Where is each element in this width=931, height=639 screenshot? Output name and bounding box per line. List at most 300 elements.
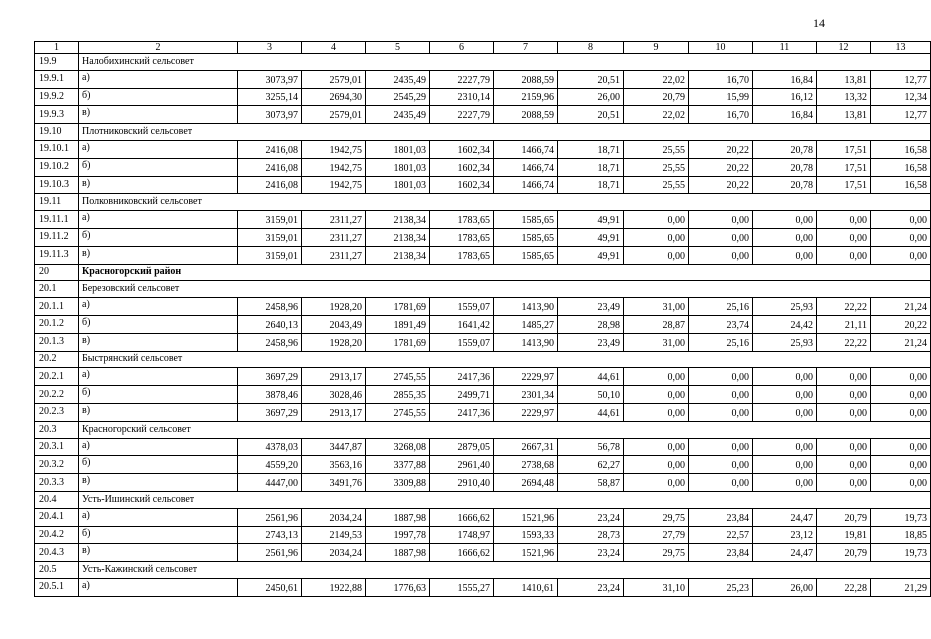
value-cell: 0,00	[817, 438, 871, 456]
value-cell: 0,00	[817, 228, 871, 246]
value-cell: 20,51	[558, 70, 624, 88]
value-cell: 2745,55	[366, 368, 430, 386]
section-row	[35, 194, 931, 211]
district-row	[35, 264, 931, 281]
value-cell: 3159,01	[238, 211, 302, 229]
value-cell: 0,00	[689, 438, 753, 456]
value-cell: 20,78	[753, 176, 817, 194]
value-cell: 2694,48	[494, 474, 558, 492]
value-cell: 4559,20	[238, 456, 302, 474]
value-cell: 22,28	[817, 578, 871, 596]
value-cell: 2301,34	[494, 386, 558, 404]
row-code: 20.1.3	[35, 333, 79, 351]
row-code: 19.11.1	[35, 211, 79, 229]
value-cell: 2311,27	[302, 228, 366, 246]
value-cell: 23,24	[558, 544, 624, 562]
value-cell: 21,24	[871, 333, 931, 351]
section-title: Березовский сельсовет	[79, 281, 931, 298]
row-code: 20.2	[35, 351, 79, 368]
section-row	[35, 54, 931, 71]
section-row	[35, 124, 931, 141]
table-row	[35, 578, 931, 596]
district-title: Красногорский район	[79, 264, 931, 281]
value-cell: 21,11	[817, 315, 871, 333]
section-title: Усть-Ишинский сельсовет	[79, 491, 931, 508]
header-cell: 10	[689, 42, 753, 54]
value-cell: 1942,75	[302, 158, 366, 176]
header-cell: 4	[302, 42, 366, 54]
value-cell: 28,98	[558, 315, 624, 333]
value-cell: 25,55	[624, 158, 689, 176]
row-variant: в)	[79, 544, 238, 562]
value-cell: 26,00	[753, 578, 817, 596]
value-cell: 1585,65	[494, 228, 558, 246]
table-row	[35, 315, 931, 333]
header-cell: 9	[624, 42, 689, 54]
value-cell: 23,49	[558, 298, 624, 316]
value-cell: 2088,59	[494, 106, 558, 124]
value-cell: 1666,62	[430, 508, 494, 526]
value-cell: 1410,61	[494, 578, 558, 596]
value-cell: 25,55	[624, 140, 689, 158]
row-variant: б)	[79, 456, 238, 474]
value-cell: 1466,74	[494, 140, 558, 158]
value-cell: 24,47	[753, 508, 817, 526]
value-cell: 23,49	[558, 333, 624, 351]
table-row	[35, 228, 931, 246]
row-variant: в)	[79, 403, 238, 421]
value-cell: 25,16	[689, 333, 753, 351]
row-variant: б)	[79, 386, 238, 404]
value-cell: 0,00	[753, 211, 817, 229]
value-cell: 2311,27	[302, 211, 366, 229]
row-variant: а)	[79, 211, 238, 229]
value-cell: 2043,49	[302, 315, 366, 333]
value-cell: 17,51	[817, 176, 871, 194]
value-cell: 2545,29	[366, 88, 430, 106]
table-row	[35, 176, 931, 194]
value-cell: 0,00	[624, 246, 689, 264]
value-cell: 1801,03	[366, 176, 430, 194]
header-cell: 13	[871, 42, 931, 54]
table-row	[35, 211, 931, 229]
value-cell: 1466,74	[494, 158, 558, 176]
table-row	[35, 88, 931, 106]
row-variant: а)	[79, 70, 238, 88]
row-code: 19.10.2	[35, 158, 79, 176]
value-cell: 3028,46	[302, 386, 366, 404]
row-variant: в)	[79, 246, 238, 264]
value-cell: 4447,00	[238, 474, 302, 492]
value-cell: 22,22	[817, 298, 871, 316]
value-cell: 2910,40	[430, 474, 494, 492]
table-body	[35, 42, 931, 597]
value-cell: 18,85	[871, 526, 931, 544]
value-cell: 23,84	[689, 508, 753, 526]
value-cell: 1559,07	[430, 333, 494, 351]
value-cell: 2667,31	[494, 438, 558, 456]
value-cell: 25,93	[753, 333, 817, 351]
value-cell: 0,00	[817, 456, 871, 474]
value-cell: 0,00	[817, 474, 871, 492]
value-cell: 21,29	[871, 578, 931, 596]
row-variant: в)	[79, 333, 238, 351]
value-cell: 1922,88	[302, 578, 366, 596]
value-cell: 0,00	[817, 368, 871, 386]
value-cell: 0,00	[871, 456, 931, 474]
value-cell: 0,00	[689, 211, 753, 229]
value-cell: 0,00	[624, 438, 689, 456]
value-cell: 18,71	[558, 176, 624, 194]
value-cell: 20,22	[689, 158, 753, 176]
table-row	[35, 386, 931, 404]
section-title: Усть-Кажинский сельсовет	[79, 562, 931, 579]
value-cell: 31,00	[624, 333, 689, 351]
value-cell: 21,24	[871, 298, 931, 316]
value-cell: 3491,76	[302, 474, 366, 492]
value-cell: 0,00	[871, 228, 931, 246]
value-cell: 1559,07	[430, 298, 494, 316]
value-cell: 0,00	[753, 456, 817, 474]
value-cell: 0,00	[689, 403, 753, 421]
value-cell: 2229,97	[494, 403, 558, 421]
value-cell: 2450,61	[238, 578, 302, 596]
value-cell: 0,00	[871, 386, 931, 404]
value-cell: 1887,98	[366, 544, 430, 562]
value-cell: 1942,75	[302, 140, 366, 158]
table-row	[35, 368, 931, 386]
section-row	[35, 421, 931, 438]
value-cell: 2855,35	[366, 386, 430, 404]
section-row	[35, 351, 931, 368]
value-cell: 22,22	[817, 333, 871, 351]
value-cell: 0,00	[817, 386, 871, 404]
value-cell: 1891,49	[366, 315, 430, 333]
row-variant: б)	[79, 158, 238, 176]
value-cell: 13,81	[817, 106, 871, 124]
value-cell: 26,00	[558, 88, 624, 106]
value-cell: 2229,97	[494, 368, 558, 386]
value-cell: 1485,27	[494, 315, 558, 333]
value-cell: 1593,33	[494, 526, 558, 544]
value-cell: 4378,03	[238, 438, 302, 456]
value-cell: 1781,69	[366, 298, 430, 316]
header-cell: 1	[35, 42, 79, 54]
value-cell: 0,00	[871, 438, 931, 456]
value-cell: 25,93	[753, 298, 817, 316]
row-variant: а)	[79, 578, 238, 596]
page-number: 14	[813, 16, 825, 30]
value-cell: 3073,97	[238, 70, 302, 88]
table-row	[35, 544, 931, 562]
value-cell: 3697,29	[238, 368, 302, 386]
table-row	[35, 474, 931, 492]
value-cell: 2458,96	[238, 333, 302, 351]
row-code: 19.9.3	[35, 106, 79, 124]
value-cell: 1521,96	[494, 544, 558, 562]
value-cell: 23,84	[689, 544, 753, 562]
value-cell: 0,00	[817, 403, 871, 421]
value-cell: 2417,36	[430, 368, 494, 386]
section-title: Быстрянский сельсовет	[79, 351, 931, 368]
value-cell: 1928,20	[302, 333, 366, 351]
value-cell: 44,61	[558, 403, 624, 421]
value-cell: 0,00	[871, 246, 931, 264]
value-cell: 0,00	[753, 386, 817, 404]
value-cell: 1928,20	[302, 298, 366, 316]
value-cell: 16,70	[689, 106, 753, 124]
row-code: 20.3.2	[35, 456, 79, 474]
value-cell: 0,00	[689, 368, 753, 386]
section-row	[35, 281, 931, 298]
row-variant: а)	[79, 368, 238, 386]
section-title: Полковниковский сельсовет	[79, 194, 931, 211]
row-code: 20.2.2	[35, 386, 79, 404]
value-cell: 2458,96	[238, 298, 302, 316]
row-code: 20.5.1	[35, 578, 79, 596]
value-cell: 2640,13	[238, 315, 302, 333]
value-cell: 0,00	[753, 474, 817, 492]
row-code: 20.4.2	[35, 526, 79, 544]
value-cell: 3377,88	[366, 456, 430, 474]
value-cell: 49,91	[558, 246, 624, 264]
header-cell: 8	[558, 42, 624, 54]
value-cell: 0,00	[689, 228, 753, 246]
row-variant: б)	[79, 88, 238, 106]
row-code: 20.1.1	[35, 298, 79, 316]
row-code: 19.9	[35, 54, 79, 71]
value-cell: 28,87	[624, 315, 689, 333]
table-row	[35, 438, 931, 456]
value-cell: 56,78	[558, 438, 624, 456]
value-cell: 3447,87	[302, 438, 366, 456]
header-cell: 7	[494, 42, 558, 54]
row-code: 19.10	[35, 124, 79, 141]
value-cell: 2561,96	[238, 508, 302, 526]
table-row	[35, 140, 931, 158]
header-cell: 2	[79, 42, 238, 54]
value-cell: 2961,40	[430, 456, 494, 474]
value-cell: 2034,24	[302, 544, 366, 562]
value-cell: 13,32	[817, 88, 871, 106]
value-cell: 19,73	[871, 508, 931, 526]
value-cell: 1466,74	[494, 176, 558, 194]
value-cell: 18,71	[558, 140, 624, 158]
row-code: 20.2.1	[35, 368, 79, 386]
value-cell: 24,42	[753, 315, 817, 333]
value-cell: 50,10	[558, 386, 624, 404]
value-cell: 0,00	[624, 228, 689, 246]
value-cell: 2561,96	[238, 544, 302, 562]
header-cell: 5	[366, 42, 430, 54]
row-code: 19.10.3	[35, 176, 79, 194]
value-cell: 1801,03	[366, 140, 430, 158]
row-variant: б)	[79, 315, 238, 333]
table-row	[35, 456, 931, 474]
value-cell: 1585,65	[494, 211, 558, 229]
value-cell: 0,00	[753, 403, 817, 421]
value-cell: 1555,27	[430, 578, 494, 596]
value-cell: 0,00	[624, 474, 689, 492]
value-cell: 25,55	[624, 176, 689, 194]
row-code: 20.3	[35, 421, 79, 438]
header-cell: 12	[817, 42, 871, 54]
section-title: Налобихинский сельсовет	[79, 54, 931, 71]
value-cell: 3268,08	[366, 438, 430, 456]
value-cell: 0,00	[753, 228, 817, 246]
value-cell: 3159,01	[238, 228, 302, 246]
value-cell: 23,24	[558, 578, 624, 596]
value-cell: 0,00	[871, 474, 931, 492]
value-cell: 2743,13	[238, 526, 302, 544]
value-cell: 22,02	[624, 106, 689, 124]
row-code: 20.1	[35, 281, 79, 298]
value-cell: 20,22	[871, 315, 931, 333]
value-cell: 1585,65	[494, 246, 558, 264]
value-cell: 22,57	[689, 526, 753, 544]
value-cell: 12,77	[871, 70, 931, 88]
value-cell: 1413,90	[494, 333, 558, 351]
value-cell: 2879,05	[430, 438, 494, 456]
value-cell: 0,00	[753, 368, 817, 386]
value-cell: 20,22	[689, 140, 753, 158]
value-cell: 2416,08	[238, 140, 302, 158]
value-cell: 1887,98	[366, 508, 430, 526]
row-variant: в)	[79, 106, 238, 124]
value-cell: 1783,65	[430, 211, 494, 229]
value-cell: 2159,96	[494, 88, 558, 106]
value-cell: 2738,68	[494, 456, 558, 474]
value-cell: 16,58	[871, 140, 931, 158]
row-variant: а)	[79, 298, 238, 316]
value-cell: 62,27	[558, 456, 624, 474]
value-cell: 2138,34	[366, 246, 430, 264]
value-cell: 0,00	[817, 211, 871, 229]
table-row	[35, 106, 931, 124]
value-cell: 20,79	[624, 88, 689, 106]
row-code: 20	[35, 264, 79, 281]
value-cell: 2149,53	[302, 526, 366, 544]
row-variant: в)	[79, 176, 238, 194]
value-cell: 2138,34	[366, 211, 430, 229]
value-cell: 1942,75	[302, 176, 366, 194]
header-cell: 6	[430, 42, 494, 54]
value-cell: 16,84	[753, 70, 817, 88]
value-cell: 23,74	[689, 315, 753, 333]
value-cell: 16,58	[871, 158, 931, 176]
row-code: 20.3.1	[35, 438, 79, 456]
value-cell: 25,23	[689, 578, 753, 596]
value-cell: 2913,17	[302, 403, 366, 421]
value-cell: 12,34	[871, 88, 931, 106]
row-code: 20.4.3	[35, 544, 79, 562]
table-header-row	[35, 42, 931, 54]
value-cell: 1783,65	[430, 246, 494, 264]
value-cell: 29,75	[624, 508, 689, 526]
value-cell: 0,00	[624, 403, 689, 421]
value-cell: 2435,49	[366, 70, 430, 88]
row-code: 20.4.1	[35, 508, 79, 526]
value-cell: 1641,42	[430, 315, 494, 333]
value-cell: 18,71	[558, 158, 624, 176]
value-cell: 2227,79	[430, 106, 494, 124]
value-cell: 2310,14	[430, 88, 494, 106]
table-row	[35, 508, 931, 526]
value-cell: 1666,62	[430, 544, 494, 562]
row-code: 20.2.3	[35, 403, 79, 421]
table-row	[35, 403, 931, 421]
tariff-table	[34, 41, 931, 597]
value-cell: 16,12	[753, 88, 817, 106]
value-cell: 20,78	[753, 140, 817, 158]
value-cell: 0,00	[689, 456, 753, 474]
table-row	[35, 526, 931, 544]
section-title: Красногорский сельсовет	[79, 421, 931, 438]
value-cell: 2499,71	[430, 386, 494, 404]
row-code: 20.3.3	[35, 474, 79, 492]
value-cell: 31,10	[624, 578, 689, 596]
value-cell: 25,16	[689, 298, 753, 316]
row-variant: в)	[79, 474, 238, 492]
value-cell: 23,12	[753, 526, 817, 544]
value-cell: 1602,34	[430, 158, 494, 176]
value-cell: 23,24	[558, 508, 624, 526]
value-cell: 12,77	[871, 106, 931, 124]
row-code: 20.5	[35, 562, 79, 579]
value-cell: 0,00	[753, 246, 817, 264]
value-cell: 3159,01	[238, 246, 302, 264]
value-cell: 2417,36	[430, 403, 494, 421]
value-cell: 2088,59	[494, 70, 558, 88]
value-cell: 16,84	[753, 106, 817, 124]
value-cell: 31,00	[624, 298, 689, 316]
value-cell: 2913,17	[302, 368, 366, 386]
value-cell: 49,91	[558, 228, 624, 246]
row-variant: а)	[79, 438, 238, 456]
value-cell: 0,00	[817, 246, 871, 264]
row-code: 19.11.2	[35, 228, 79, 246]
value-cell: 1781,69	[366, 333, 430, 351]
value-cell: 20,79	[817, 508, 871, 526]
value-cell: 19,81	[817, 526, 871, 544]
value-cell: 0,00	[753, 438, 817, 456]
value-cell: 3255,14	[238, 88, 302, 106]
value-cell: 16,58	[871, 176, 931, 194]
value-cell: 2435,49	[366, 106, 430, 124]
table-row	[35, 70, 931, 88]
row-variant: а)	[79, 140, 238, 158]
value-cell: 0,00	[871, 211, 931, 229]
value-cell: 0,00	[689, 246, 753, 264]
row-variant: б)	[79, 526, 238, 544]
value-cell: 3878,46	[238, 386, 302, 404]
value-cell: 19,73	[871, 544, 931, 562]
value-cell: 24,47	[753, 544, 817, 562]
value-cell: 0,00	[689, 386, 753, 404]
value-cell: 1602,34	[430, 176, 494, 194]
section-row	[35, 562, 931, 579]
value-cell: 28,73	[558, 526, 624, 544]
value-cell: 58,87	[558, 474, 624, 492]
table-row	[35, 333, 931, 351]
value-cell: 2416,08	[238, 158, 302, 176]
value-cell: 1748,97	[430, 526, 494, 544]
value-cell: 1602,34	[430, 140, 494, 158]
header-cell: 11	[753, 42, 817, 54]
row-code: 19.11	[35, 194, 79, 211]
section-title: Плотниковский сельсовет	[79, 124, 931, 141]
value-cell: 20,78	[753, 158, 817, 176]
